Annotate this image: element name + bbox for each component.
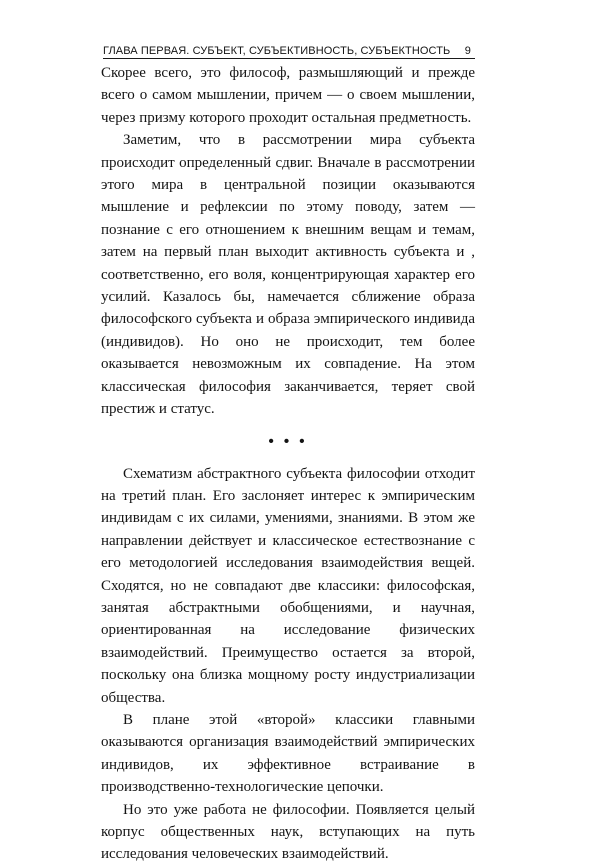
paragraph-1: Скорее всего, это философ, размышляющий и прежде всего о самом мышлении, причем — о своем мышлении, через призму которого проходит остальная предметность. xyxy=(101,65,475,126)
running-header xyxy=(103,37,475,59)
page-number: 9 xyxy=(464,45,471,57)
section-separator: • • • xyxy=(268,432,308,450)
paragraph-2: Заметим, что в рассмотрении мира субъекта происходит определенный сдвиг. Вначале в рассмотрении этого мира в центральной позиции оказываются мышление и рефлексии по этому поводу, затем — познание с его отношением к внешним вещам и темам, затем на первый план выходит активность субъекта и , соответственно, его воля, концентрирующая характер его усилий. Казалось бы, намечается сближение образа философского субъекта и образа эмпирического индивида (индивидов). Но оно не происходит, тем более оказывается невозможным их совпадение. На этом классическая философия заканчивается, теряет свой престиж и статус. xyxy=(101,132,475,418)
body-text xyxy=(101,62,475,866)
chapter-title: ГЛАВА ПЕРВАЯ. СУБЪЕКТ, СУБЪЕКТИВНОСТЬ, СУБЪЕКТНОСТЬ xyxy=(103,45,451,57)
paragraph-4: В плане этой «второй» классики главными оказываются организация взаимодействий эмпирических индивидов, их эффективное встраивание в производственно-технологические цепочки. xyxy=(101,711,475,796)
paragraph-3: Схематизм абстрактного субъекта философии отходит на третий план. Его заслоняет интерес к эмпирическим индивидам с их силами, умениями, знаниями. В этом же направлении действует и классическое естествознание с его методологией исследования взаимодействия вещей. Сходятся, но не совпадают две классики: философская, занятая абстрактными обобщениями, и научная, ориентированная на исследование физических взаимодействий. Преимущество остается за второй, поскольку она близка мощному росту индустриализации общества. xyxy=(101,465,475,706)
paragraph-5: Но это уже работа не философии. Появляется целый корпус общественных наук, вступающих на путь исследования человеческих взаимодействий. xyxy=(101,801,475,863)
